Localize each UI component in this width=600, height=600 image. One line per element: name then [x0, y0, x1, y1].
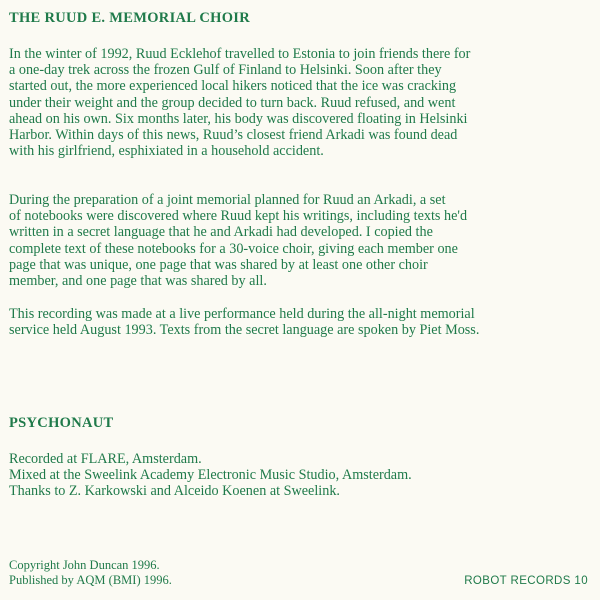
text-line: under their weight and the group decided to turn back. Ruud refused, and went	[9, 94, 456, 111]
text-line: service held August 1993. Texts from the secret language are spoken by Piet Moss.	[9, 322, 480, 339]
second-heading: PSYCHONAUT	[9, 415, 114, 431]
text-line: Recorded at FLARE, Amsterdam.	[9, 451, 202, 467]
text-line: ahead on his own. Six months later, his body was discovered floating in Helsinki	[9, 110, 468, 127]
publisher-line: Published by AQM (BMI) 1996.	[9, 573, 172, 587]
text-line: complete text of these notebooks for a 30-voice choir, giving each member one	[9, 240, 458, 257]
text-line: Harbor. Within days of this news, Ruud’s closest friend Arkadi was found dead	[9, 127, 458, 144]
recording-paragraph	[9, 306, 595, 338]
text-line: This recording was made at a live performance held during the all-night memorial	[9, 306, 475, 322]
text-line: In the winter of 1992, Ruud Ecklehof travelled to Estonia to join friends there for	[9, 46, 471, 62]
notebooks-paragraph	[9, 192, 595, 289]
main-heading: THE RUUD E. MEMORIAL CHOIR	[9, 10, 251, 26]
text-line: of notebooks were discovered where Ruud kept his writings, including texts he'd	[9, 208, 468, 225]
text-line: page that was unique, one page that was shared by at least one other choir	[9, 256, 428, 273]
text-line: Thanks to Z. Karkowski and Alceido Koenen at Sweelink.	[9, 483, 340, 500]
copyright-notice	[9, 558, 172, 588]
credits-paragraph	[9, 451, 595, 500]
text-line: member, and one page that was shared by all.	[9, 273, 267, 290]
text-line: written in a secret language that he and Arkadi had developed. I copied the	[9, 224, 433, 241]
text-line: started out, the more experienced local hikers noticed that the ice was cracking	[9, 78, 457, 95]
text-line: During the preparation of a joint memorial planned for Ruud an Arkadi, a set	[9, 192, 446, 208]
text-line: with his girlfriend, esphixiated in a household accident.	[9, 143, 324, 160]
text-line: Mixed at the Sweelink Academy Electronic Music Studio, Amsterdam.	[9, 467, 412, 484]
copyright-line: Copyright John Duncan 1996.	[9, 558, 160, 572]
catalog-number: ROBOT RECORDS 10	[464, 575, 588, 587]
story-paragraph	[9, 46, 595, 159]
text-line: a one-day trek across the frozen Gulf of Finland to Helsinki. Soon after they	[9, 62, 442, 79]
